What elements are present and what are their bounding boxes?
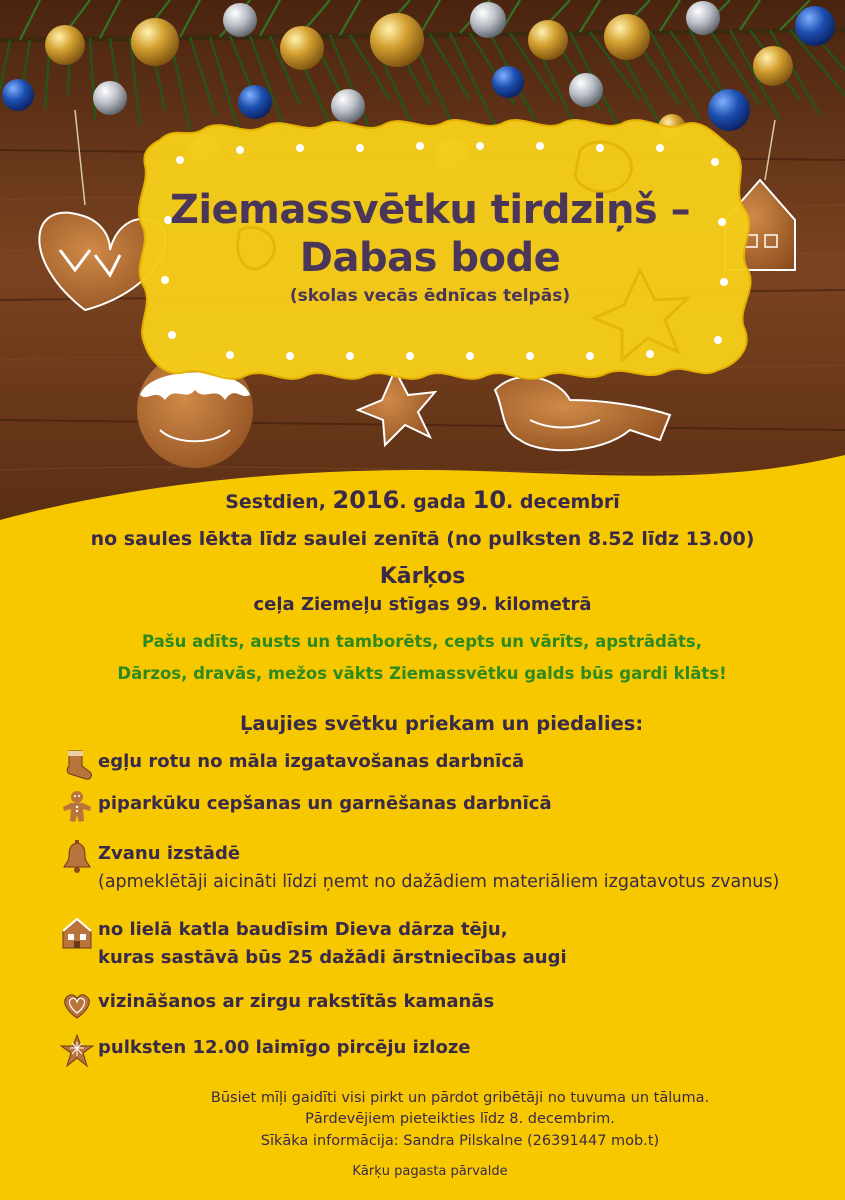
list-item-text	[98, 916, 567, 972]
date-mid: . gada	[399, 491, 473, 513]
event-time: no saules lēkta līdz saulei zenītā (no pulksten 8.52 līdz 13.00)	[90, 528, 755, 550]
page-title	[150, 186, 710, 282]
event-place: Kārķos	[379, 564, 466, 589]
list-item	[60, 988, 494, 1022]
event-date	[0, 486, 845, 514]
gingerbread-man-icon	[60, 790, 94, 824]
list-item-text: vizināšanos ar zirgu rakstītās kamanās	[98, 991, 495, 1012]
page-subtitle: (skolas vecās ēdnīcas telpās)	[289, 286, 571, 306]
gingerbread-house-icon	[60, 916, 94, 950]
title-block	[150, 186, 710, 306]
list-item-subtext: (apmeklētāji aicināti līdzi ņemt no dažādiem materiāliem izgatavotus zvanus)	[98, 872, 780, 892]
footer-line-1: Būsiet mīļi gaidīti visi pirkt un pārdot gribētāji no tuvuma un tāluma.	[210, 1090, 710, 1106]
hero-banner	[0, 0, 845, 530]
list-item-title: no lielā katla baudīsim Dieva dārza tēju,	[98, 919, 508, 940]
title-line-1: Ziemassvētku tirdziņš –	[169, 187, 691, 233]
green-line-2: Dārzos, dravās, mežos vākts Ziemassvētku galds būs gardi klāts!	[117, 664, 727, 683]
date-year: 2016	[332, 486, 400, 514]
event-road: ceļa Ziemeļu stīgas 99. kilometrā	[253, 594, 592, 615]
list-item	[60, 748, 524, 782]
list-item-subtext: kuras sastāvā būs 25 dažādi ārstniecības augi	[98, 947, 567, 968]
title-line-2: Dabas bode	[299, 235, 561, 281]
green-line-1: Pašu adīts, austs un tamborēts, cepts un vārīts, apstrādāts,	[142, 632, 702, 651]
list-item-text: piparkūku cepšanas un garnēšanas darbnīcā	[98, 793, 552, 814]
date-suffix: . decembrī	[506, 491, 620, 513]
list-item-text	[98, 840, 779, 896]
list-item-text: egļu rotu no māla izgatavošanas darbnīcā	[98, 751, 525, 772]
list-item	[60, 790, 552, 824]
list-item	[60, 1034, 471, 1068]
footer-line-2: Pārdevējiem pieteikties līdz 8. decembrim.	[305, 1111, 615, 1127]
list-item-title: Zvanu izstādē	[98, 843, 241, 864]
star-cookie-icon	[60, 1034, 94, 1068]
bell-icon	[60, 840, 94, 874]
list-item	[60, 916, 567, 972]
footer-organizer: Kārķu pagasta pārvalde	[352, 1164, 508, 1179]
heart-cookie-icon	[60, 988, 94, 1022]
list-item-text: pulksten 12.00 laimīgo pircēju izloze	[98, 1037, 471, 1058]
stocking-icon	[60, 748, 94, 782]
invite-heading: Ļaujies svētku priekam un piedalies:	[240, 712, 644, 735]
list-item	[60, 840, 779, 896]
date-day: 10	[472, 486, 507, 514]
date-prefix: Sestdien,	[225, 491, 333, 513]
footer-contact: Sīkāka informācija: Sandra Pilskalne (26391447 mob.t)	[260, 1133, 660, 1149]
